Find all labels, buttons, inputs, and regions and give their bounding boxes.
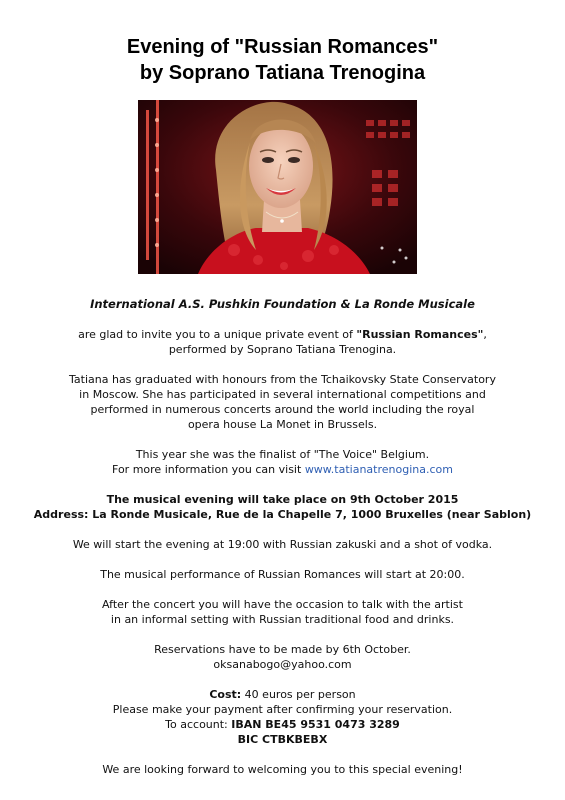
invite-event-name: "Russian Romances" bbox=[356, 328, 484, 341]
payment-instruction: Please make your payment after confirming your reservation. bbox=[112, 703, 453, 716]
closing-line: We are looking forward to welcoming you to this special evening! bbox=[102, 763, 463, 776]
bic: BIC CTBKBEBX bbox=[237, 733, 328, 746]
more-info-line bbox=[0, 462, 565, 477]
cost-value: 40 euros per person bbox=[241, 688, 356, 701]
website-link[interactable]: www.tatianatrenogina.com bbox=[304, 463, 453, 476]
account-prefix: To account: bbox=[165, 718, 232, 731]
reservation-email: oksanabogo@yahoo.com bbox=[213, 658, 352, 671]
title-line-2: by Soprano Tatiana Trenogina bbox=[139, 62, 426, 84]
more-info-prefix: For more information you can visit bbox=[112, 463, 305, 476]
event-address bbox=[0, 507, 565, 522]
reservation-deadline: Reservations have to be made by 6th October. bbox=[154, 643, 411, 656]
bio-line-2: in Moscow. She has participated in several international competitions and bbox=[79, 388, 486, 401]
invitation-body bbox=[0, 297, 565, 777]
bio-line-3: performed in numerous concerts around the world including the royal bbox=[90, 403, 475, 416]
bio-line-1: Tatiana has graduated with honours from the Tchaikovsky State Conservatory bbox=[69, 373, 496, 386]
account-line bbox=[0, 717, 565, 732]
cost-line bbox=[0, 687, 565, 702]
schedule-start: We will start the evening at 19:00 with Russian zakuski and a shot of vodka. bbox=[72, 538, 493, 551]
title-line-1: Evening of "Russian Romances" bbox=[126, 36, 439, 58]
bic-line bbox=[0, 732, 565, 747]
schedule-after-line-2: in an informal setting with Russian traditional food and drinks. bbox=[110, 613, 455, 626]
cost-label: Cost: bbox=[209, 688, 242, 701]
event-date bbox=[0, 492, 565, 507]
voice-finalist: This year she was the finalist of "The Voice" Belgium. bbox=[135, 448, 430, 461]
organizers: International A.S. Pushkin Foundation & La Ronde Musicale bbox=[90, 297, 475, 311]
event-date-text: The musical evening will take place on 9th October 2015 bbox=[106, 493, 459, 506]
invite-line-1 bbox=[0, 327, 565, 342]
event-address-text: Address: La Ronde Musicale, Rue de la Chapelle 7, 1000 Bruxelles (near Sablon) bbox=[33, 508, 532, 521]
invite-suffix: , bbox=[483, 328, 487, 341]
soprano-portrait-photo bbox=[138, 100, 417, 274]
bio-line-4: opera house La Monet in Brussels. bbox=[187, 418, 378, 431]
invite-prefix: are glad to invite you to a unique private event of bbox=[78, 328, 357, 341]
page-title bbox=[0, 34, 565, 86]
invite-line-2: performed by Soprano Tatiana Trenogina. bbox=[168, 343, 397, 356]
schedule-performance: The musical performance of Russian Romances will start at 20:00. bbox=[100, 568, 465, 581]
schedule-after-line-1: After the concert you will have the occasion to talk with the artist bbox=[102, 598, 463, 611]
iban: IBAN BE45 9531 0473 3289 bbox=[231, 718, 400, 731]
